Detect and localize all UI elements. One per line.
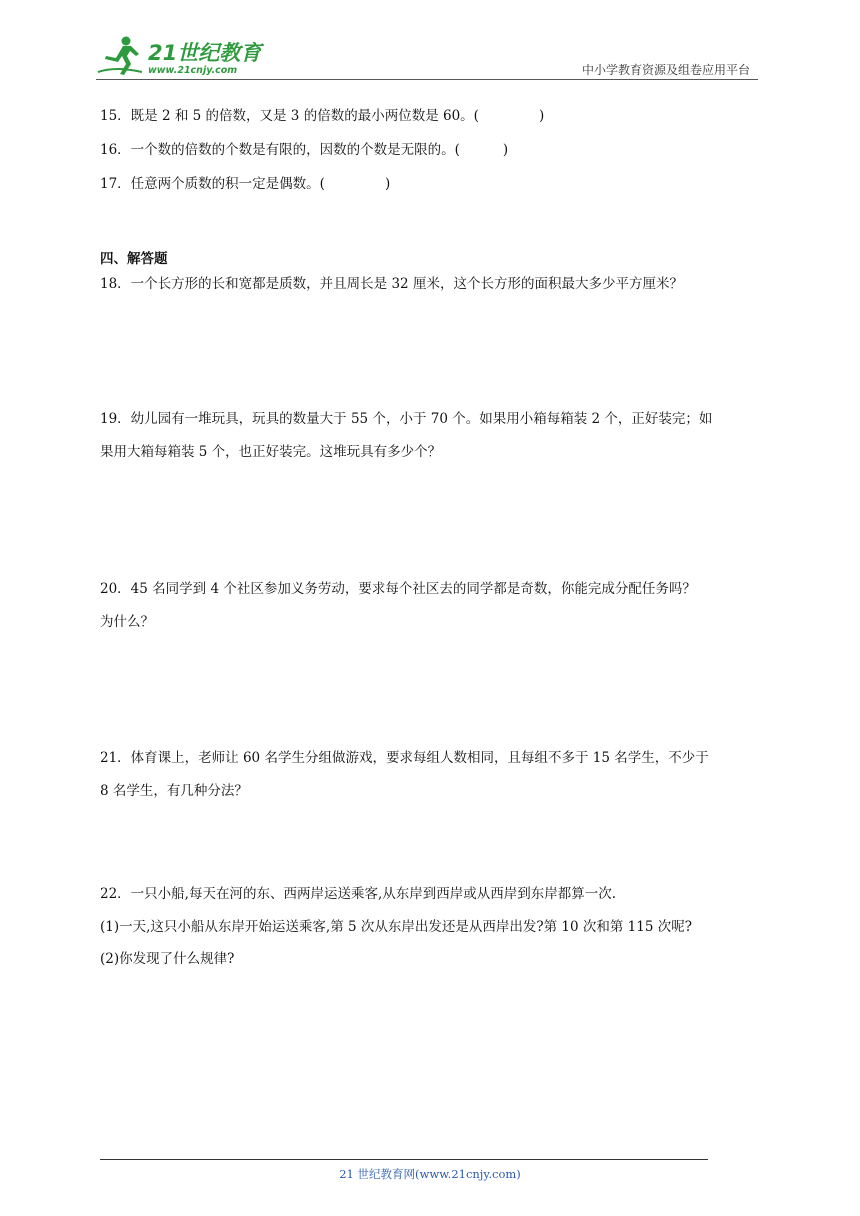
problem-21-line-1: 21．体育课上，老师让 60 名学生分组做游戏，要求每组人数相同，且每组不多于 15 名学生，不少于 bbox=[100, 750, 709, 766]
header-divider bbox=[96, 79, 758, 80]
problem-18-line-1: 18．一个长方形的长和宽都是质数，并且周长是 32 厘米，这个长方形的面积最大多少平方厘米？ bbox=[100, 276, 683, 292]
problem-20-line-1: 20．45 名同学到 4 个社区参加义务劳动，要求每个社区去的同学都是奇数，你能完成分配任务吗？ bbox=[100, 581, 696, 597]
problem-19-line-1: 19．幼儿园有一堆玩具，玩具的数量大于 55 个，小于 70 个。如果用小箱每箱装 2 个，正好装完；如 bbox=[100, 411, 713, 427]
logo bbox=[96, 34, 266, 78]
judgment-item-15: 15．既是 2 和 5 的倍数，又是 3 的倍数的最小两位数是 60。( ) bbox=[100, 108, 545, 124]
judgment-item-17: 17．任意两个质数的积一定是偶数。( ) bbox=[100, 176, 391, 192]
judgment-item-16: 16．一个数的倍数的个数是有限的，因数的个数是无限的。( ) bbox=[100, 142, 509, 158]
problem-22-line-2: (1)一天,这只小船从东岸开始运送乘客,第 5 次从东岸出发还是从西岸出发?第 10 次和第 115 次呢? bbox=[100, 919, 692, 935]
runner-icon bbox=[98, 37, 142, 76]
problem-19-line-2: 果用大箱每箱装 5 个，也正好装完。这堆玩具有多少个？ bbox=[100, 444, 442, 460]
problem-22-line-3: (2)你发现了什么规律? bbox=[100, 951, 235, 967]
page-header bbox=[96, 34, 758, 80]
platform-name: 中小学教育资源及组卷应用平台 bbox=[581, 63, 750, 77]
footer-divider bbox=[100, 1159, 708, 1160]
footer-link[interactable]: 21 世纪教育网(www.21cnjy.com) bbox=[339, 1167, 521, 1181]
problem-20-line-2: 为什么？ bbox=[100, 614, 154, 630]
section-heading: 四、解答题 bbox=[100, 251, 168, 267]
logo-url: www.21cnjy.com bbox=[148, 65, 238, 76]
problem-21-line-2: 8 名学生，有几种分法？ bbox=[100, 783, 248, 799]
problem-22-line-1: 22．一只小船,每天在河的东、西两岸运送乘客,从东岸到西岸或从西岸到东岸都算一次. bbox=[100, 886, 617, 902]
logo-text: 21世纪教育 bbox=[148, 41, 262, 65]
